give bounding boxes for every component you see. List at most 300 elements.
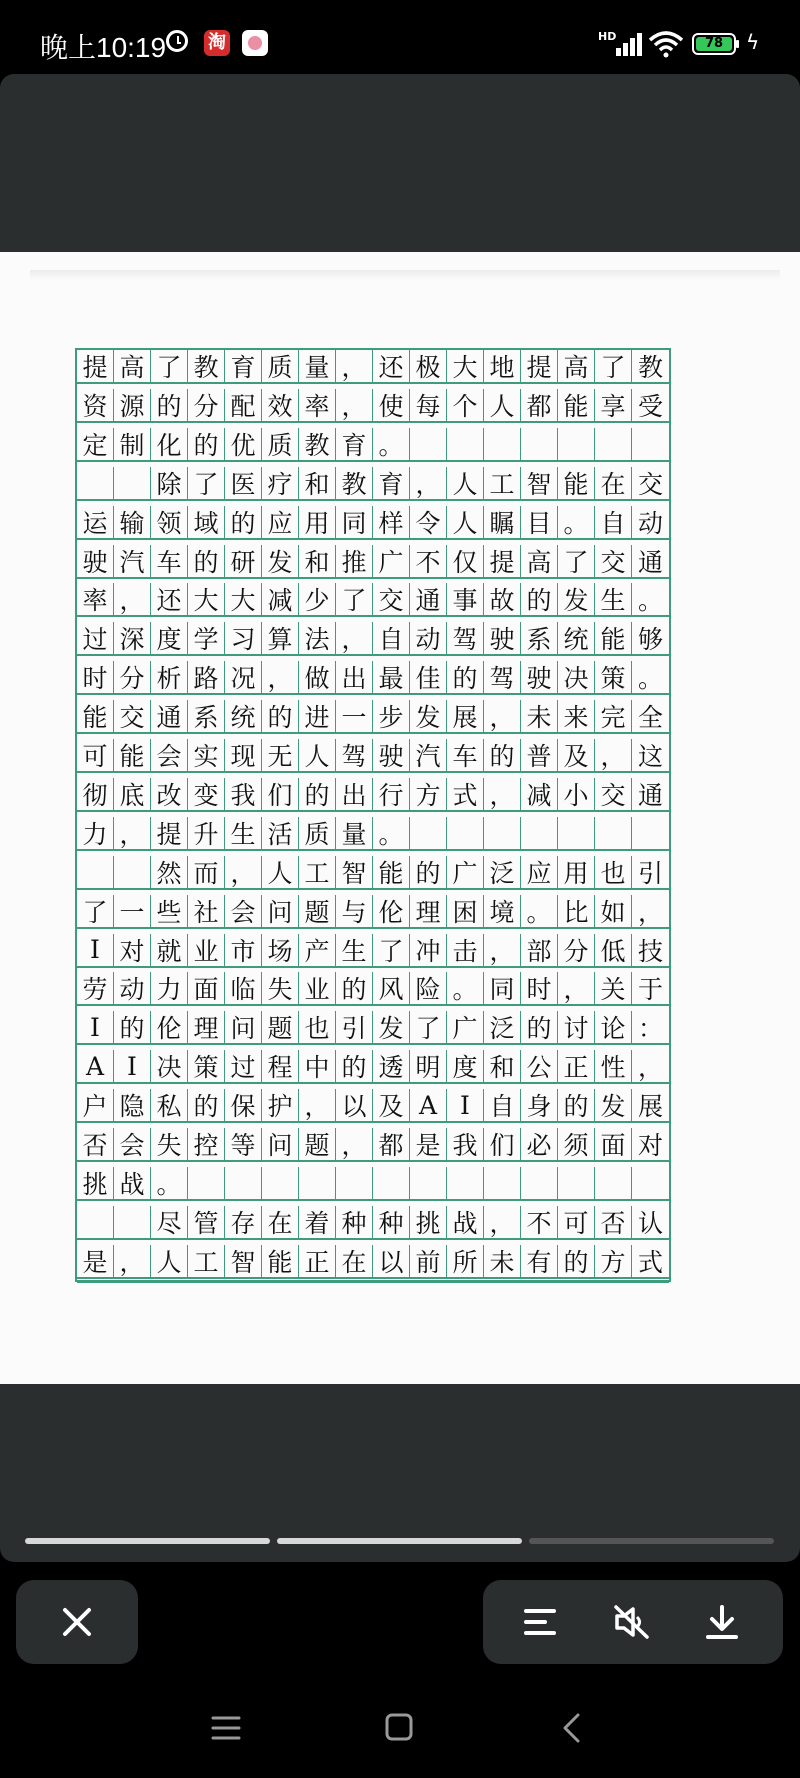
back-icon[interactable] [560, 1712, 584, 1744]
grid-cell: 市 [225, 934, 262, 966]
grid-cell: 小 [558, 778, 595, 810]
grid-cell: 提 [484, 545, 521, 577]
grid-cell: ， [484, 934, 521, 966]
grid-cell: 变 [188, 778, 225, 810]
grid-cell: 公 [521, 1050, 558, 1082]
grid-cell: 会 [225, 895, 262, 927]
grid-cell: 策 [595, 661, 632, 693]
grid-cell: 以 [373, 1245, 410, 1277]
grid-cell: 运 [77, 506, 114, 538]
grid-cell: 了 [558, 545, 595, 577]
grid-cell: 比 [558, 895, 595, 927]
grid-cell: 智 [225, 1245, 262, 1277]
battery-tip [736, 40, 739, 48]
grid-cell [558, 428, 595, 460]
grid-cell: 了 [373, 934, 410, 966]
grid-cell: 析 [151, 661, 188, 693]
grid-cell: ， [484, 1206, 521, 1238]
grid-cell: 动 [637, 508, 663, 538]
grid-cell: 步 [373, 700, 410, 732]
grid-cell: 式 [637, 1247, 663, 1277]
grid-cell: 交 [373, 583, 410, 615]
grid-cell: 面 [595, 1128, 632, 1160]
grid-cell: 率 [77, 583, 114, 615]
story-progress-3 [529, 1538, 774, 1544]
grid-cell: 尽 [151, 1206, 188, 1238]
grid-cell: 透 [373, 1050, 410, 1082]
grid-cell: 了 [595, 350, 632, 382]
grid-cell: 量 [336, 817, 373, 849]
grid-cell: ， [262, 661, 299, 693]
grid-cell: 了 [410, 1011, 447, 1043]
grid-cell: 能 [373, 856, 410, 888]
grid-cell: 的 [114, 1011, 151, 1043]
grid-cell: 驾 [447, 622, 484, 654]
page-shadow [30, 270, 780, 280]
grid-cell: 高 [521, 545, 558, 577]
grid-cell: 出 [336, 778, 373, 810]
grid-cell: 就 [151, 934, 188, 966]
grid-cell: 私 [151, 1089, 188, 1121]
grid-row [77, 1128, 669, 1162]
grid-cell: 能 [558, 389, 595, 421]
grid-cell: 都 [521, 389, 558, 421]
grid-cell: 式 [447, 778, 484, 810]
story-progress-1 [25, 1538, 270, 1544]
grid-cell: 引 [637, 858, 663, 888]
grid-cell: 来 [558, 700, 595, 732]
grid-cell: 隐 [114, 1089, 151, 1121]
grid-cell: 了 [336, 583, 373, 615]
grid-cell: 。 [558, 506, 595, 538]
grid-cell: 决 [151, 1050, 188, 1082]
grid-cell: 令 [410, 506, 447, 538]
grid-cell [410, 817, 447, 849]
grid-cell: 除 [151, 467, 188, 499]
grid-cell: I [77, 934, 114, 966]
grid-cell: 问 [225, 1011, 262, 1043]
grid-cell: 量 [299, 350, 336, 382]
grid-cell: 发 [558, 583, 595, 615]
grid-cell: ， [336, 622, 373, 654]
grid-cell: 发 [595, 1089, 632, 1121]
grid-cell: 还 [373, 350, 410, 382]
grid-cell: 理 [188, 1011, 225, 1043]
grid-cell: 教 [299, 428, 336, 460]
grid-cell: 明 [410, 1050, 447, 1082]
grid-cell: 人 [299, 739, 336, 771]
grid-cell: 前 [410, 1245, 447, 1277]
grid-cell: 决 [558, 661, 595, 693]
grid-cell: 同 [336, 506, 373, 538]
grid-cell [595, 817, 632, 849]
grid-cell: 些 [151, 895, 188, 927]
grid-cell: 的 [188, 428, 225, 460]
grid-cell [373, 1167, 410, 1199]
grid-cell: 境 [484, 895, 521, 927]
grid-cell: 通 [637, 780, 663, 810]
grid-cell: 失 [151, 1128, 188, 1160]
grid-cell [114, 1206, 151, 1238]
grid-cell: 着 [299, 1206, 336, 1238]
grid-cell: 会 [114, 1128, 151, 1160]
grid-cell: 存 [225, 1206, 262, 1238]
grid-cell: 我 [447, 1128, 484, 1160]
grid-cell: 险 [410, 972, 447, 1004]
grid-cell: 高 [558, 350, 595, 382]
grid-cell: 车 [447, 739, 484, 771]
grid-cell: 行 [373, 778, 410, 810]
grid-cell: 的 [188, 1089, 225, 1121]
grid-cell: 生 [336, 934, 373, 966]
grid-cell [114, 856, 151, 888]
grid-cell: 失 [262, 972, 299, 1004]
grid-cell: 普 [521, 739, 558, 771]
grid-cell: 性 [595, 1050, 632, 1082]
grid-cell [77, 856, 114, 888]
grid-cell: 工 [299, 856, 336, 888]
grid-cell [410, 428, 447, 460]
status-time: 晚上10:19 [40, 32, 167, 63]
grid-cell: 车 [151, 545, 188, 577]
grid-cell: 我 [225, 778, 262, 810]
grid-cell: 可 [77, 739, 114, 771]
grid-cell: 用 [558, 856, 595, 888]
grid-cell: 分 [188, 389, 225, 421]
grid-cell: 在 [595, 467, 632, 499]
grid-cell: 故 [484, 583, 521, 615]
grid-cell [114, 467, 151, 499]
grid-cell: 减 [521, 778, 558, 810]
grid-row [77, 972, 669, 1006]
grid-cell: 广 [447, 1011, 484, 1043]
grid-cell: 全 [637, 703, 663, 733]
grid-cell: 深 [114, 622, 151, 654]
grid-cell: 时 [77, 661, 114, 693]
grid-cell: 这 [637, 742, 663, 771]
grid-cell: 能 [77, 700, 114, 732]
grid-cell: 交 [595, 778, 632, 810]
grid-cell: 方 [595, 1245, 632, 1277]
grid-cell: 控 [188, 1128, 225, 1160]
grid-cell: 佳 [410, 661, 447, 693]
grid-row [77, 583, 669, 617]
grid-cell: 题 [262, 1011, 299, 1043]
grid-cell: 时 [521, 972, 558, 1004]
grid-cell: 能 [262, 1245, 299, 1277]
grid-cell: 研 [225, 545, 262, 577]
grid-cell: ， [225, 856, 262, 888]
grid-cell: 受 [637, 391, 663, 421]
grid-cell: 人 [447, 467, 484, 499]
grid-cell: 户 [77, 1089, 114, 1121]
grid-row [77, 934, 669, 968]
status-bar [0, 0, 800, 70]
grid-cell: 困 [447, 895, 484, 927]
grid-cell: 的 [188, 545, 225, 577]
grid-cell: 自 [484, 1089, 521, 1121]
grid-cell: ， [299, 1089, 336, 1121]
grid-cell: 问 [262, 1128, 299, 1160]
grid-cell: 定 [77, 428, 114, 460]
grid-row [77, 545, 669, 579]
grid-cell: ， [410, 467, 447, 499]
grid-cell: 。 [637, 586, 663, 616]
grid-cell: 系 [188, 700, 225, 732]
grid-cell: 挑 [410, 1206, 447, 1238]
grid-cell [299, 1167, 336, 1199]
grid-cell: 题 [299, 1128, 336, 1160]
grid-cell: 管 [188, 1206, 225, 1238]
grid-cell: 用 [299, 506, 336, 538]
download-icon[interactable] [705, 1604, 739, 1640]
grid-row [77, 1050, 669, 1084]
grid-cell: 享 [595, 389, 632, 421]
grid-cell: 事 [447, 583, 484, 615]
grid-cell: 驶 [521, 661, 558, 693]
grid-cell: 业 [188, 934, 225, 966]
grid-cell: 展 [637, 1092, 663, 1122]
grid-cell: ， [595, 739, 632, 771]
grid-cell: 须 [558, 1128, 595, 1160]
grid-cell: 驶 [77, 545, 114, 577]
grid-cell: ， [336, 1128, 373, 1160]
grid-cell: ， [114, 583, 151, 615]
grid-cell: 社 [188, 895, 225, 927]
grid-row [77, 622, 669, 656]
grid-cell: 个 [447, 389, 484, 421]
grid-cell: 人 [484, 389, 521, 421]
grid-cell: 们 [484, 1128, 521, 1160]
grid-cell: 的 [521, 583, 558, 615]
grid-cell: 无 [262, 739, 299, 771]
menu-icon[interactable] [210, 1714, 242, 1742]
grid-cell: 还 [151, 583, 188, 615]
grid-cell: 质 [299, 817, 336, 849]
grid-cell: 的 [410, 856, 447, 888]
grid-cell: 了 [151, 350, 188, 382]
grid-cell: 资 [77, 389, 114, 421]
grid-cell: 出 [336, 661, 373, 693]
grid-cell: 人 [262, 856, 299, 888]
grid-cell [336, 1167, 373, 1199]
grid-cell [77, 1206, 114, 1238]
grid-cell: 击 [447, 934, 484, 966]
grid-cell: 优 [225, 428, 262, 460]
grid-cell: 冲 [410, 934, 447, 966]
grid-row [77, 428, 669, 462]
grid-cell: 领 [151, 506, 188, 538]
grid-cell: 题 [299, 895, 336, 927]
grid-cell: 提 [521, 350, 558, 382]
grid-cell: 也 [299, 1011, 336, 1043]
grid-cell: 疗 [262, 467, 299, 499]
grid-cell: 制 [114, 428, 151, 460]
grid-cell: 们 [262, 778, 299, 810]
grid-cell: 仅 [447, 545, 484, 577]
mute-icon[interactable] [613, 1604, 651, 1640]
grid-cell: 护 [262, 1089, 299, 1121]
grid-cell [595, 428, 632, 460]
list-icon[interactable] [523, 1606, 557, 1638]
grid-cell [484, 428, 521, 460]
grid-cell: 每 [410, 389, 447, 421]
grid-cell: 度 [151, 622, 188, 654]
grid-row [77, 895, 669, 929]
grid-row [77, 700, 669, 734]
grid-cell: 过 [225, 1050, 262, 1082]
grid-cell: 的 [447, 661, 484, 693]
grid-cell: ， [336, 389, 373, 421]
grid-cell: 了 [77, 895, 114, 927]
grid-cell: 战 [114, 1167, 151, 1199]
charging-icon: ϟ [746, 30, 760, 54]
grid-cell: 提 [151, 817, 188, 849]
grid-cell: 的 [484, 739, 521, 771]
grid-cell: 系 [521, 622, 558, 654]
app-notification-icon [242, 30, 268, 56]
grid-cell: 发 [373, 1011, 410, 1043]
grid-cell: 实 [188, 739, 225, 771]
grid-cell: 人 [447, 506, 484, 538]
grid-cell: 不 [521, 1206, 558, 1238]
grid-cell [558, 1167, 595, 1199]
grid-cell: 。 [521, 895, 558, 927]
grid-cell: 否 [595, 1206, 632, 1238]
grid-cell: 驶 [484, 622, 521, 654]
grid-cell: 必 [521, 1128, 558, 1160]
close-button[interactable] [16, 1580, 138, 1664]
navigation-bar [0, 1680, 800, 1778]
grid-cell: 高 [114, 350, 151, 382]
grid-cell: 在 [262, 1206, 299, 1238]
grid-cell: 驾 [484, 661, 521, 693]
grid-cell: 中 [299, 1050, 336, 1082]
grid-cell: 的 [558, 1089, 595, 1121]
grid-cell: 技 [637, 936, 663, 966]
grid-cell: 场 [262, 934, 299, 966]
taobao-app-icon: 淘 [204, 30, 230, 56]
grid-cell: 劳 [77, 972, 114, 1004]
grid-cell [447, 1167, 484, 1199]
grid-cell: ， [484, 700, 521, 732]
grid-cell: 汽 [410, 739, 447, 771]
grid-cell: 进 [299, 700, 336, 732]
grid-cell: 分 [114, 661, 151, 693]
grid-cell: 驾 [336, 739, 373, 771]
grid-cell: 育 [336, 428, 373, 460]
grid-cell: 身 [521, 1089, 558, 1121]
grid-cell: ， [637, 897, 663, 927]
grid-cell: 对 [114, 934, 151, 966]
wifi-icon [648, 30, 684, 58]
grid-cell: 自 [595, 506, 632, 538]
grid-cell: 种 [373, 1206, 410, 1238]
grid-cell: 。 [447, 972, 484, 1004]
grid-cell: I [77, 1011, 114, 1043]
grid-cell: 自 [373, 622, 410, 654]
grid-cell: 工 [188, 1245, 225, 1277]
grid-cell: 如 [595, 895, 632, 927]
grid-cell: 的 [262, 700, 299, 732]
home-icon[interactable] [384, 1712, 414, 1742]
grid-cell: 改 [151, 778, 188, 810]
grid-cell: 底 [114, 778, 151, 810]
grid-cell: 会 [151, 739, 188, 771]
grid-cell: 应 [262, 506, 299, 538]
grid-cell [632, 817, 669, 849]
grid-cell: 及 [373, 1089, 410, 1121]
action-button-group [483, 1580, 783, 1664]
grid-cell: 法 [299, 622, 336, 654]
grid-cell: 关 [595, 972, 632, 1004]
grid-cell: 挑 [77, 1167, 114, 1199]
grid-cell: 认 [637, 1208, 663, 1238]
grid-cell: 展 [447, 700, 484, 732]
grid-cell: 方 [410, 778, 447, 810]
grid-cell: 大 [225, 583, 262, 615]
grid-cell: 路 [188, 661, 225, 693]
grid-cell: 配 [225, 389, 262, 421]
grid-row [77, 389, 669, 423]
grid-cell [632, 1167, 669, 1199]
grid-row [77, 661, 669, 695]
grid-cell: 动 [114, 972, 151, 1004]
grid-cell: ， [336, 350, 373, 382]
grid-cell: 未 [521, 700, 558, 732]
grid-cell: 的 [521, 1011, 558, 1043]
grid-cell: 了 [188, 467, 225, 499]
grid-row [77, 350, 669, 384]
grid-cell: 能 [558, 467, 595, 499]
grid-cell: 论 [595, 1011, 632, 1043]
grid-cell: 是 [77, 1245, 114, 1277]
grid-cell [410, 1167, 447, 1199]
grid-cell: ， [114, 817, 151, 849]
grid-cell [77, 467, 114, 499]
grid-cell: 生 [595, 583, 632, 615]
grid-cell: 智 [336, 856, 373, 888]
grid-cell: 在 [336, 1245, 373, 1277]
grid-row [77, 856, 669, 890]
grid-cell: 发 [262, 545, 299, 577]
grid-cell: 地 [484, 350, 521, 382]
grid-cell: 况 [225, 661, 262, 693]
grid-cell: 工 [484, 467, 521, 499]
grid-cell: 正 [558, 1050, 595, 1082]
grid-cell: 化 [151, 428, 188, 460]
grid-cell: 推 [336, 545, 373, 577]
grid-cell: 的 [151, 389, 188, 421]
story-progress-2 [277, 1538, 522, 1544]
grid-cell: ， [114, 1245, 151, 1277]
grid-row [77, 1206, 669, 1240]
grid-row [77, 1245, 669, 1279]
grid-cell: 产 [299, 934, 336, 966]
grid-cell: 否 [77, 1128, 114, 1160]
grid-cell: 广 [447, 856, 484, 888]
grid-cell: 减 [262, 583, 299, 615]
grid-cell: 发 [410, 700, 447, 732]
grid-cell [595, 1167, 632, 1199]
grid-cell: 升 [188, 817, 225, 849]
grid-cell: 交 [114, 700, 151, 732]
grid-cell: 域 [188, 506, 225, 538]
grid-row [77, 739, 669, 773]
grid-cell: 交 [595, 545, 632, 577]
grid-cell: 的 [225, 506, 262, 538]
grid-cell: 然 [151, 856, 188, 888]
